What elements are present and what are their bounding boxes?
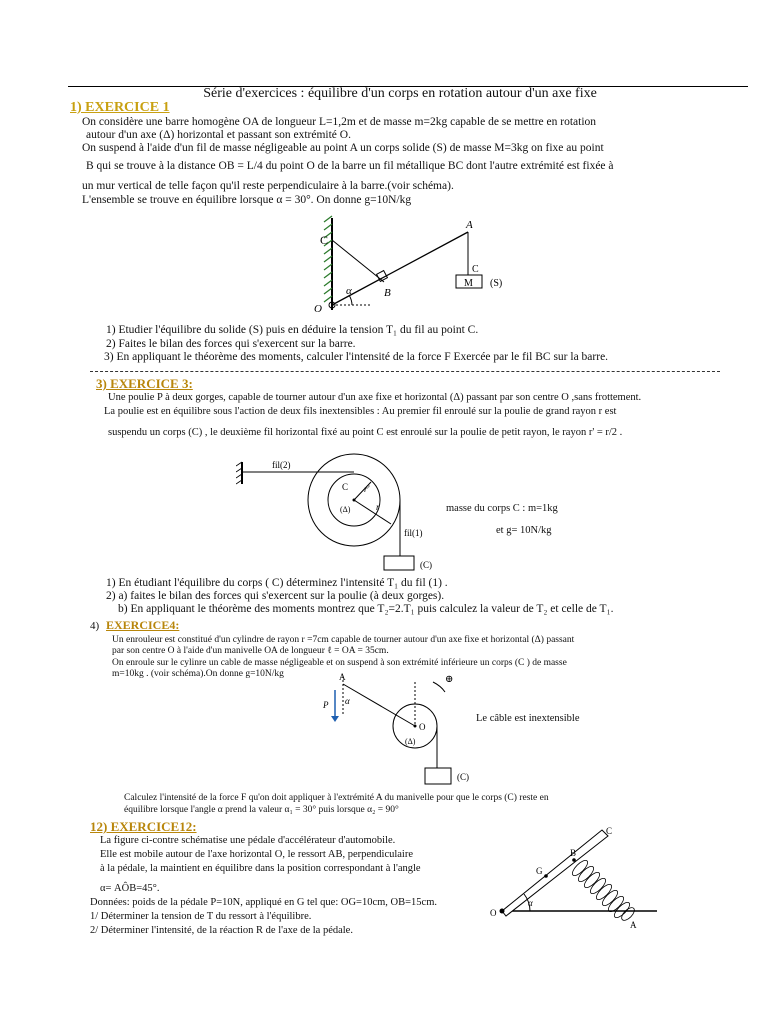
ex1-line-5: un mur vertical de telle façon qu'il reste perpendiculaire à la barre.(voir schéma). bbox=[82, 180, 454, 192]
ex3-figure bbox=[236, 452, 436, 572]
ex3-data-2: et g= 10N/kg bbox=[496, 525, 552, 536]
ex4-q-2: équilibre lorsque l'angle α prend la valeur α₁ = 30° puis lorsque α₂ = 90° bbox=[124, 805, 399, 815]
ex3-q3: b) En appliquant le théorème des moments montrez que T₂=2.T₁ puis calculez la valeur de T₂ et celle de T₁. bbox=[118, 603, 614, 615]
ex1-figure bbox=[300, 210, 530, 325]
bar-OA bbox=[332, 232, 468, 305]
ex3-line-1: Une poulie P à deux gorges, capable de tourner autour d'un axe fixe et horizontal (Δ) passant par son centre O ,sans frottement. bbox=[108, 392, 642, 403]
wall bbox=[324, 216, 332, 310]
fig1-A: A bbox=[466, 219, 473, 231]
ex1-line-1: On considère une barre homogène OA de longueur L=1,2m et de masse m=2kg capable de se mettre en rotation bbox=[82, 116, 597, 128]
separator bbox=[90, 371, 720, 372]
fig1-alpha: α bbox=[346, 285, 352, 297]
ex1-line-6: L'ensemble se trouve en équilibre lorsque α = 30°. On donne g=10N/kg bbox=[82, 194, 412, 206]
ex3-heading: 3) EXERCICE 3: bbox=[96, 376, 193, 391]
body-C bbox=[384, 556, 414, 570]
ex3-line-2: La poulie est en équilibre sous l'action de deux fils inextensibles : Au premier fil enroulé sur la poulie de grand rayon r est bbox=[104, 406, 617, 417]
fig12-C: C bbox=[606, 826, 613, 836]
fig12-G: G bbox=[536, 866, 543, 876]
fig12-B: B bbox=[570, 848, 577, 858]
fig1-C2: C bbox=[472, 264, 479, 275]
ex12-figure bbox=[482, 826, 662, 936]
ex4-q-1: Calculez l'intensité de la force F qu'on doit appliquer à l'extrémité A du manivelle pour que le corps (C) reste en bbox=[124, 793, 549, 803]
ex4-heading: EXERCICE4: bbox=[106, 618, 180, 632]
ex1-q1: 1) Etudier l'équilibre du solide (S) puis en déduire la tension T₁ du fil au point C. bbox=[106, 324, 479, 336]
body-C bbox=[425, 768, 451, 784]
ex4-figure bbox=[315, 672, 475, 792]
fig4-plus: ⊕ bbox=[445, 674, 454, 685]
ex12-line-6: 1/ Déterminer la tension de T du ressort à l'équilibre. bbox=[90, 911, 312, 922]
ex1-line-2: autour d'un axe (Δ) horizontal et passant son extrémité O. bbox=[86, 129, 351, 141]
ex4-line-2: par son centre O à l'aide d'un manivelle OA de longueur ℓ = OA = 35cm. bbox=[112, 646, 389, 656]
fig4-P: P bbox=[323, 700, 329, 710]
fig1-O: O bbox=[314, 303, 322, 315]
ex4-line-4: m=10kg . (voir schéma).On donne g=10N/kg bbox=[112, 669, 284, 679]
crank-OA bbox=[343, 684, 415, 726]
spring-AB bbox=[570, 858, 636, 922]
ex12-line-2: Elle est mobile autour de l'axe horizontal O, le ressort AB, perpendiculaire bbox=[100, 849, 414, 860]
ex4-line-1: Un enrouleur est constitué d'un cylindre de rayon r =7cm capable de tourner autour d'un axe fixe et horizontal (Δ) passant bbox=[112, 635, 575, 645]
fig1-S: (S) bbox=[490, 278, 503, 289]
ex12-line-4: α= AÔB=45°. bbox=[100, 883, 160, 894]
fig12-alpha: α bbox=[528, 898, 533, 908]
fig12-A: A bbox=[630, 920, 637, 930]
fig12-O: O bbox=[490, 908, 497, 918]
ex4-line-3: On enroule sur le cylinre un cable de masse négligeable et on suspend à son extrémité inférieure un corps (C ) de masse bbox=[112, 658, 567, 668]
fig4-C: (C) bbox=[457, 772, 469, 782]
fig3-body: (C) bbox=[420, 560, 432, 570]
fig1-M: M bbox=[464, 278, 473, 289]
ex12-heading: 12) EXERCICE12: bbox=[90, 819, 197, 834]
wire-BC bbox=[332, 240, 384, 282]
ex12-line-3: à la pédale, la maintient en équilibre dans la position correspondant à l'angle bbox=[100, 863, 421, 874]
fig4-alpha: α bbox=[345, 696, 350, 706]
fig3-C: C bbox=[342, 482, 349, 492]
ex3-line-3: suspendu un corps (C) , le deuxième fil horizontal fixé au point C est enroulé sur la poulie de petit rayon, le rayon r' = r/2 . bbox=[108, 427, 623, 438]
ex4-heading-num: 4) bbox=[90, 620, 100, 632]
ex12-line-1: La figure ci-contre schématise une pédale d'accélérateur d'automobile. bbox=[100, 835, 396, 846]
ex3-data-1: masse du corps C : m=1kg bbox=[446, 503, 558, 514]
fig3-rp: r' bbox=[364, 484, 370, 494]
ex1-line-3: On suspend à l'aide d'un fil de masse négligeable au point A un corps solide (S) de masse M=3kg on fixe au point bbox=[82, 142, 604, 154]
fig3-delta: (Δ) bbox=[340, 505, 351, 514]
ex1-q2: 2) Faites le bilan des forces qui s'exercent sur la barre. bbox=[106, 338, 356, 350]
ex1-q3: 3) En appliquant le théorème des moments, calculer l'intensité de la force F Exercée par le fil BC sur la barre. bbox=[104, 351, 609, 363]
fig3-fil1: fil(1) bbox=[404, 528, 423, 538]
fig3-fil2: fil(2) bbox=[272, 460, 291, 470]
fig1-B: B bbox=[384, 287, 391, 299]
ex12-line-7: 2/ Déterminer l'intensité, de la réaction R de l'axe de la pédale. bbox=[90, 925, 353, 936]
ex4-note: Le câble est inextensible bbox=[476, 713, 580, 724]
ex1-line-4: B qui se trouve à la distance OB = L/4 du point O de la barre un fil métallique BC dont l'autre extrémité est fixée à bbox=[86, 160, 614, 172]
fig1-C: C bbox=[320, 233, 329, 247]
fig4-O: O bbox=[419, 722, 426, 732]
fig3-r: r bbox=[376, 502, 380, 512]
ex3-q1: 1) En étudiant l'équilibre du corps ( C) déterminez l'intensité T₁ du fil (1) . bbox=[106, 577, 448, 589]
ex12-line-5: Données: poids de la pédale P=10N, appliqué en G tel que: OG=10cm, OB=15cm. bbox=[90, 897, 437, 908]
page-title: Série d'exercices : équilibre d'un corps en rotation autour d'un axe fixe bbox=[203, 86, 597, 101]
ex1-heading: 1) EXERCICE 1 bbox=[70, 100, 170, 115]
fig4-delta: (Δ) bbox=[405, 737, 416, 746]
ex3-q2: 2) a) faites le bilan des forces qui s'exercent sur la poulie (à deux gorges). bbox=[106, 590, 445, 602]
fig4-A: A bbox=[339, 672, 346, 682]
